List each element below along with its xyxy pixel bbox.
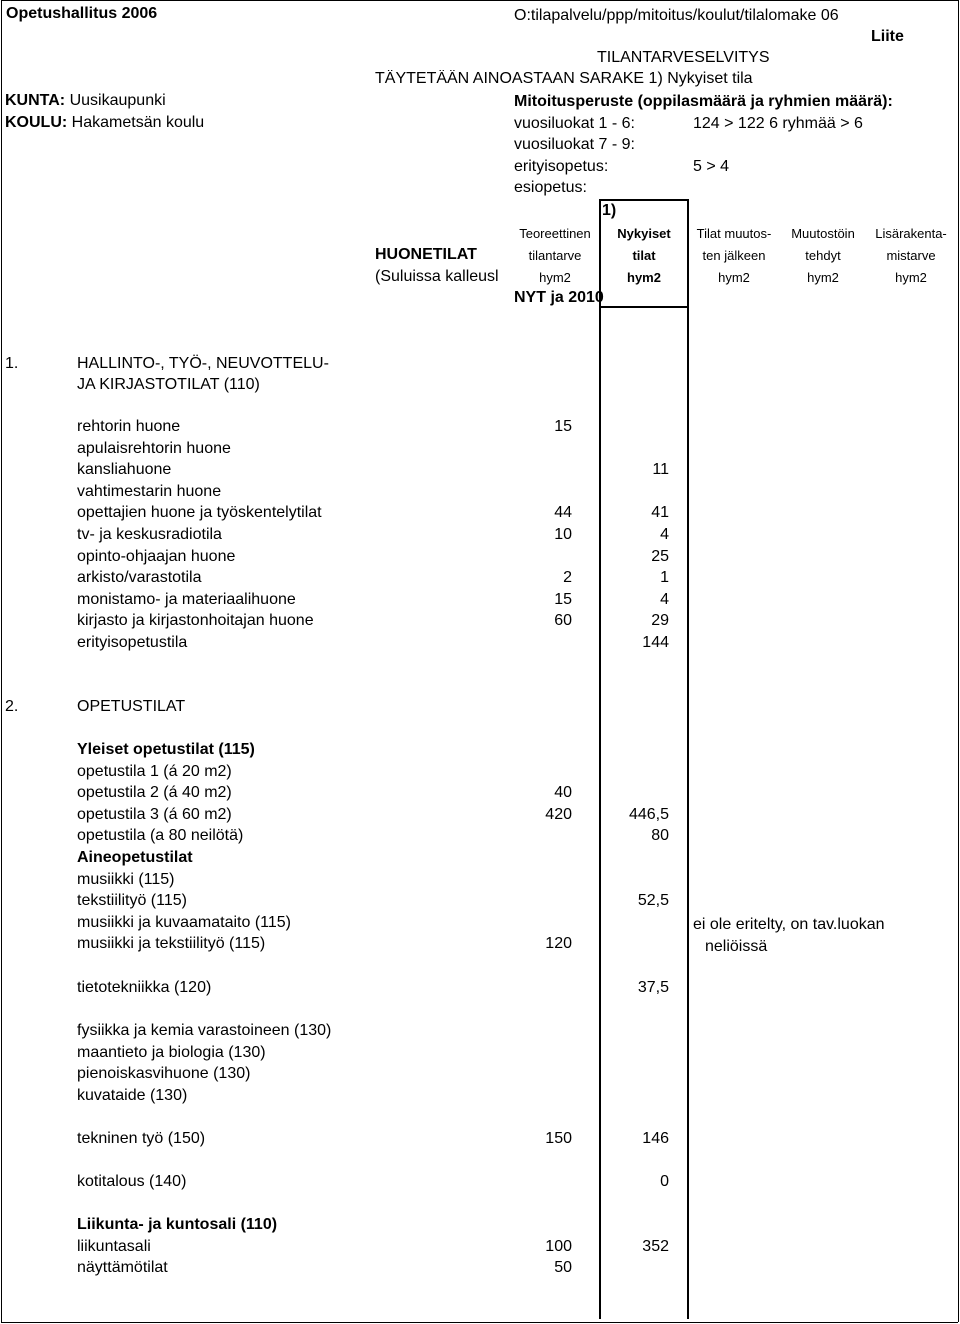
nykyiset-box-top	[599, 199, 689, 201]
koulu-row	[5, 114, 204, 132]
document-subtitle: TÄYTETÄÄN AINOASTAAN SARAKE 1) Nykyiset tila	[375, 70, 753, 87]
room-name: tietotekniikka (120)	[77, 979, 212, 996]
nykyiset-value: 1	[660, 569, 669, 586]
room-name: opetustila 2 (á 40 m2)	[77, 784, 232, 801]
room-name: tekninen työ (150)	[77, 1130, 206, 1147]
nykyiset-value: 29	[651, 612, 669, 629]
nykyiset-box-left	[599, 199, 601, 1319]
nykyiset-value: 0	[660, 1173, 669, 1190]
room-name: vahtimestarin huone	[77, 483, 222, 500]
teoreettinen-value: 50	[554, 1259, 572, 1276]
col-nykyiset-2: tilat	[632, 248, 656, 263]
room-name: erityisopetustila	[77, 634, 188, 651]
teoreettinen-value: 150	[545, 1130, 572, 1147]
bottom-rule	[1, 1322, 958, 1323]
room-name: Yleiset opetustilat (115)	[77, 741, 255, 758]
col-nykyiset-3: hym2	[627, 270, 661, 285]
teoreettinen-value: 2	[563, 569, 572, 586]
teoreettinen-value: 60	[554, 612, 572, 629]
room-name: kansliahuone	[77, 461, 172, 478]
document-title: TILANTARVESELVITYS	[597, 49, 770, 66]
room-name: opetustila 3 (á 60 m2)	[77, 806, 232, 823]
room-name: opetustila 1 (á 20 m2)	[77, 763, 232, 780]
note-line-2: neliöissä	[705, 938, 768, 955]
nykyiset-value: 80	[651, 827, 669, 844]
col-muutostoin-3: hym2	[807, 270, 839, 285]
info-row-value: 124 > 122 6 ryhmää > 6	[693, 115, 863, 132]
room-name: kirjasto ja kirjastonhoitajan huone	[77, 612, 314, 629]
info-row-label: erityisopetus:	[514, 158, 609, 175]
room-name: Aineopetustilat	[77, 849, 193, 866]
nykyiset-value: 52,5	[637, 892, 669, 909]
rooms-title: HUONETILAT	[375, 246, 477, 263]
teoreettinen-value: 420	[545, 806, 572, 823]
room-name: opettajien huone ja työskentelytilat	[77, 504, 322, 521]
room-name: kotitalous (140)	[77, 1173, 187, 1190]
col-lisarakenta-3: hym2	[895, 270, 927, 285]
room-name: liikuntasali	[77, 1238, 151, 1255]
room-name: apulaisrehtorin huone	[77, 440, 231, 457]
teoreettinen-value: 40	[554, 784, 572, 801]
nykyiset-box-right	[687, 199, 689, 1319]
room-name: opetustila (a 80 neilötä)	[77, 827, 244, 844]
nykyiset-value: 146	[642, 1130, 669, 1147]
mitoitus-label: Mitoitusperuste (oppilasmäärä ja ryhmien määrä):	[514, 93, 893, 110]
rooms-note: (Suluissa kalleusl	[375, 268, 499, 285]
koulu-value: Hakametsän koulu	[71, 114, 205, 131]
room-name: pienoiskasvihuone (130)	[77, 1065, 251, 1082]
kunta-label: KUNTA:	[5, 92, 66, 109]
nykyiset-value: 25	[651, 548, 669, 565]
nyt-label: NYT ja 2010	[514, 289, 604, 306]
teoreettinen-value: 44	[554, 504, 572, 521]
teoreettinen-value: 10	[554, 526, 572, 543]
room-name: maantieto ja biologia (130)	[77, 1044, 266, 1061]
section1-number: 1.	[5, 355, 19, 372]
section2-number: 2.	[5, 698, 19, 715]
room-name: musiikki ja tekstiilityö (115)	[77, 935, 266, 952]
info-row-label: vuosiluokat 1 - 6:	[514, 115, 635, 132]
nykyiset-value: 446,5	[628, 806, 669, 823]
page-border	[1, 0, 959, 1322]
room-name: tekstiilityö (115)	[77, 892, 187, 909]
room-name: fysiikka ja kemia varastoineen (130)	[77, 1022, 332, 1039]
col-teoreettinen-1: Teoreettinen	[519, 226, 591, 241]
top-rule	[1, 0, 958, 1]
room-name: tv- ja keskusradiotila	[77, 526, 222, 543]
room-name: kuvataide (130)	[77, 1087, 188, 1104]
teoreettinen-value: 100	[545, 1238, 572, 1255]
col-tilat-muutos-1: Tilat muutos-	[696, 226, 772, 241]
nykyiset-value: 11	[652, 461, 669, 478]
nykyiset-value: 352	[642, 1238, 669, 1255]
col-nykyiset-1: Nykyiset	[617, 226, 671, 241]
org-label: Opetushallitus 2006	[6, 5, 158, 22]
col-lisarakenta-1: Lisärakenta-	[875, 226, 947, 241]
column-marker: 1)	[602, 202, 617, 219]
room-name: näyttämötilat	[77, 1259, 168, 1276]
col-tilat-muutos-3: hym2	[718, 270, 750, 285]
room-name: arkisto/varastotila	[77, 569, 202, 586]
room-name: monistamo- ja materiaalihuone	[77, 591, 296, 608]
liite-label: Liite	[871, 28, 904, 45]
note-line-1: ei ole eritelty, on tav.luokan	[693, 916, 885, 933]
nykyiset-value: 144	[642, 634, 669, 651]
kunta-value: Uusikaupunki	[69, 92, 166, 109]
col-muutostoin-2: tehdyt	[805, 248, 841, 263]
section1-subtitle: JA KIRJASTOTILAT (110)	[77, 376, 260, 393]
file-path: O:tilapalvelu/ppp/mitoitus/koulut/tilalomake 06	[514, 7, 839, 24]
col-tilat-muutos-2: ten jälkeen	[702, 248, 766, 263]
kunta-row	[5, 92, 166, 110]
room-name: musiikki (115)	[77, 871, 175, 888]
header-separator	[599, 306, 689, 308]
col-teoreettinen-3: hym2	[539, 270, 571, 285]
teoreettinen-value: 15	[554, 418, 572, 435]
nykyiset-value: 4	[660, 591, 669, 608]
nykyiset-value: 37,5	[637, 979, 669, 996]
room-name: opinto-ohjaajan huone	[77, 548, 236, 565]
col-lisarakenta-2: mistarve	[886, 248, 936, 263]
nykyiset-value: 4	[660, 526, 669, 543]
info-row-label: esiopetus:	[514, 179, 587, 196]
col-muutostoin-1: Muutostöin	[791, 226, 855, 241]
room-name: Liikunta- ja kuntosali (110)	[77, 1216, 278, 1233]
teoreettinen-value: 15	[554, 591, 572, 608]
nykyiset-value: 41	[651, 504, 669, 521]
room-name: rehtorin huone	[77, 418, 181, 435]
koulu-label: KOULU:	[5, 114, 68, 131]
info-row-label: vuosiluokat 7 - 9:	[514, 136, 635, 153]
room-name: musiikki ja kuvaamataito (115)	[77, 914, 292, 931]
teoreettinen-value: 120	[545, 935, 572, 952]
section2-title: OPETUSTILAT	[77, 698, 186, 715]
info-row-value: 5 > 4	[693, 158, 730, 175]
section1-title: HALLINTO-, TYÖ-, NEUVOTTELU-	[77, 355, 329, 372]
col-teoreettinen-2: tilantarve	[528, 248, 582, 263]
